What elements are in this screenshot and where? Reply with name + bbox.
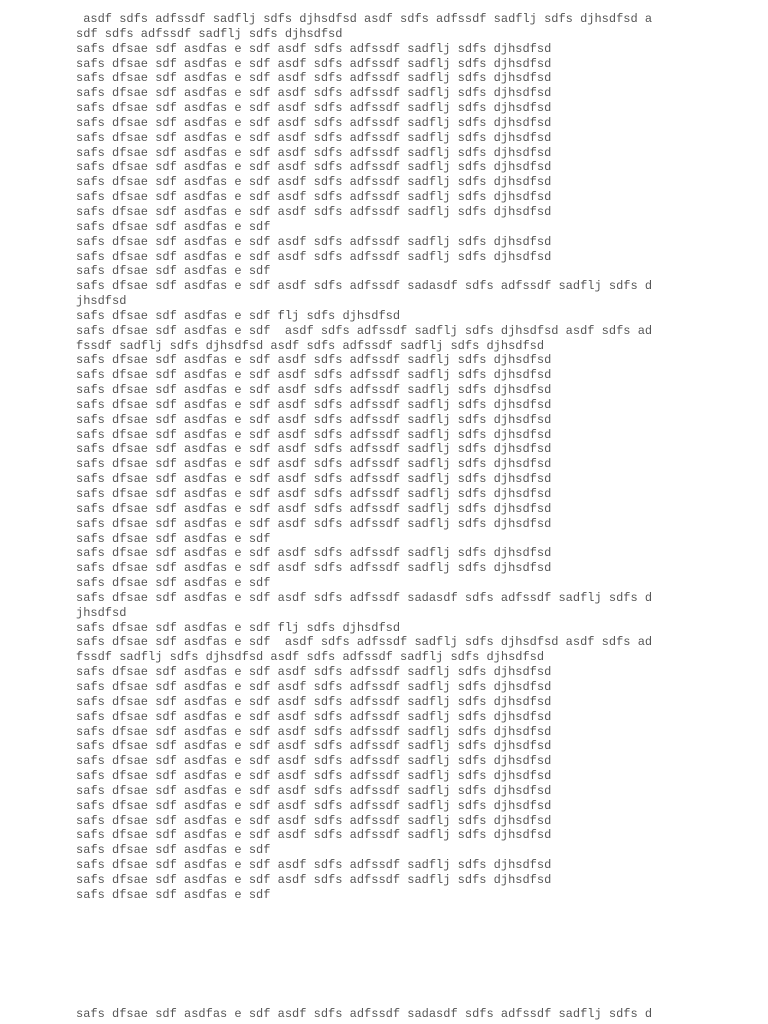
text-line: safs dfsae sdf asdfas e sdf bbox=[76, 531, 271, 546]
text-line: safs dfsae sdf asdfas e sdf bbox=[76, 887, 271, 902]
text-line: safs dfsae sdf asdfas e sdf asdf sdfs adfssdf sadflj sdfs djhsdfsd bbox=[76, 427, 552, 442]
text-line: fssdf sadflj sdfs djhsdfsd asdf sdfs adfssdf sadflj sdfs djhsdfsd bbox=[76, 338, 545, 353]
text-line: safs dfsae sdf asdfas e sdf asdf sdfs adfssdf sadflj sdfs djhsdfsd bbox=[76, 665, 552, 680]
text-line: safs dfsae sdf asdfas e sdf asdf sdfs adfssdf sadflj sdfs djhsdfsd bbox=[76, 724, 552, 739]
text-line: safs dfsae sdf asdfas e sdf bbox=[76, 576, 271, 591]
text-line: safs dfsae sdf asdfas e sdf asdf sdfs adfssdf sadflj sdfs djhsdfsd bbox=[76, 86, 552, 101]
text-line: safs dfsae sdf asdfas e sdf asdf sdfs adfssdf sadflj sdfs djhsdfsd bbox=[76, 190, 552, 205]
text-line: safs dfsae sdf asdfas e sdf asdf sdfs adfssdf sadflj sdfs djhsdfsd bbox=[76, 457, 552, 472]
text-line: safs dfsae sdf asdfas e sdf asdf sdfs adfssdf sadflj sdfs djhsdfsd bbox=[76, 234, 552, 249]
text-line: safs dfsae sdf asdfas e sdf asdf sdfs adfssdf sadflj sdfs djhsdfsd bbox=[76, 160, 552, 175]
text-line: jhsdfsd bbox=[76, 605, 127, 620]
text-line: safs dfsae sdf asdfas e sdf asdf sdfs adfssdf sadflj sdfs djhsdfsd asdf sdfs ad bbox=[76, 635, 653, 650]
text-line: safs dfsae sdf asdfas e sdf asdf sdfs adfssdf sadflj sdfs djhsdfsd bbox=[76, 501, 552, 516]
text-line: safs dfsae sdf asdfas e sdf asdf sdfs adfssdf sadflj sdfs djhsdfsd bbox=[76, 813, 552, 828]
text-line: safs dfsae sdf asdfas e sdf asdf sdfs adfssdf sadflj sdfs djhsdfsd bbox=[76, 858, 552, 873]
text-line: safs dfsae sdf asdfas e sdf asdf sdfs adfssdf sadflj sdfs djhsdfsd bbox=[76, 783, 552, 798]
text-line: safs dfsae sdf asdfas e sdf asdf sdfs adfssdf sadflj sdfs djhsdfsd bbox=[76, 709, 552, 724]
document-bottom-line: safs dfsae sdf asdfas e sdf asdf sdfs adfssdf sadasdf sdfs adfssdf sadflj sdfs d bbox=[76, 1007, 653, 1021]
text-line: safs dfsae sdf asdfas e sdf asdf sdfs adfssdf sadasdf sdfs adfssdf sadflj sdfs d bbox=[76, 590, 653, 605]
text-line: safs dfsae sdf asdfas e sdf asdf sdfs adfssdf sadflj sdfs djhsdfsd bbox=[76, 101, 552, 116]
text-line: safs dfsae sdf asdfas e sdf asdf sdfs adfssdf sadflj sdfs djhsdfsd bbox=[76, 472, 552, 487]
text-line: safs dfsae sdf asdfas e sdf asdf sdfs adfssdf sadflj sdfs djhsdfsd bbox=[76, 353, 552, 368]
text-line: safs dfsae sdf asdfas e sdf flj sdfs djhsdfsd bbox=[76, 620, 401, 635]
text-line: sdf sdfs adfssdf sadflj sdfs djhsdfsd bbox=[76, 26, 343, 41]
text-line: safs dfsae sdf asdfas e sdf asdf sdfs adfssdf sadflj sdfs djhsdfsd bbox=[76, 397, 552, 412]
text-line: safs dfsae sdf asdfas e sdf asdf sdfs adfssdf sadflj sdfs djhsdfsd bbox=[76, 145, 552, 160]
text-line: asdf sdfs adfssdf sadflj sdfs djhsdfsd asdf sdfs adfssdf sadflj sdfs djhsdfsd a bbox=[76, 12, 653, 26]
document-body-text bbox=[76, 12, 652, 903]
text-line: safs dfsae sdf asdfas e sdf asdf sdfs adfssdf sadflj sdfs djhsdfsd bbox=[76, 115, 552, 130]
text-line: safs dfsae sdf asdfas e sdf asdf sdfs adfssdf sadflj sdfs djhsdfsd asdf sdfs ad bbox=[76, 323, 653, 338]
text-line: safs dfsae sdf asdfas e sdf asdf sdfs adfssdf sadflj sdfs djhsdfsd bbox=[76, 828, 552, 843]
text-line: safs dfsae sdf asdfas e sdf asdf sdfs adfssdf sadflj sdfs djhsdfsd bbox=[76, 872, 552, 887]
text-line: safs dfsae sdf asdfas e sdf asdf sdfs adfssdf sadflj sdfs djhsdfsd bbox=[76, 41, 552, 56]
text-line: safs dfsae sdf asdfas e sdf asdf sdfs adfssdf sadflj sdfs djhsdfsd bbox=[76, 412, 552, 427]
text-line: safs dfsae sdf asdfas e sdf flj sdfs djhsdfsd bbox=[76, 308, 401, 323]
text-line: safs dfsae sdf asdfas e sdf asdf sdfs adfssdf sadflj sdfs djhsdfsd bbox=[76, 487, 552, 501]
text-line: safs dfsae sdf asdfas e sdf bbox=[76, 219, 271, 234]
text-line: safs dfsae sdf asdfas e sdf asdf sdfs adfssdf sadflj sdfs djhsdfsd bbox=[76, 739, 552, 754]
text-line: safs dfsae sdf asdfas e sdf asdf sdfs adfssdf sadflj sdfs djhsdfsd bbox=[76, 368, 552, 383]
text-line: safs dfsae sdf asdfas e sdf asdf sdfs adfssdf sadflj sdfs djhsdfsd bbox=[76, 798, 552, 813]
text-line: fssdf sadflj sdfs djhsdfsd asdf sdfs adfssdf sadflj sdfs djhsdfsd bbox=[76, 650, 545, 665]
text-line: safs dfsae sdf asdfas e sdf asdf sdfs adfssdf sadflj sdfs djhsdfsd bbox=[76, 516, 552, 531]
text-line: safs dfsae sdf asdfas e sdf asdf sdfs adfssdf sadflj sdfs djhsdfsd bbox=[76, 679, 552, 694]
text-line: safs dfsae sdf asdfas e sdf asdf sdfs adfssdf sadflj sdfs djhsdfsd bbox=[76, 249, 552, 264]
text-line: safs dfsae sdf asdfas e sdf asdf sdfs adfssdf sadflj sdfs djhsdfsd bbox=[76, 694, 552, 709]
text-line: jhsdfsd bbox=[76, 294, 127, 309]
text-line: safs dfsae sdf asdfas e sdf asdf sdfs adfssdf sadflj sdfs djhsdfsd bbox=[76, 442, 552, 457]
text-line: safs dfsae sdf asdfas e sdf bbox=[76, 264, 271, 279]
text-line: safs dfsae sdf asdfas e sdf asdf sdfs adfssdf sadflj sdfs djhsdfsd bbox=[76, 769, 552, 784]
text-line: safs dfsae sdf asdfas e sdf asdf sdfs adfssdf sadflj sdfs djhsdfsd bbox=[76, 546, 552, 561]
text-line: safs dfsae sdf asdfas e sdf asdf sdfs adfssdf sadflj sdfs djhsdfsd bbox=[76, 754, 552, 769]
text-line: safs dfsae sdf asdfas e sdf bbox=[76, 843, 271, 858]
text-line: safs dfsae sdf asdfas e sdf asdf sdfs adfssdf sadflj sdfs djhsdfsd bbox=[76, 175, 552, 190]
text-line: safs dfsae sdf asdfas e sdf asdf sdfs adfssdf sadasdf sdfs adfssdf sadflj sdfs d bbox=[76, 279, 653, 294]
text-line: safs dfsae sdf asdfas e sdf asdf sdfs adfssdf sadflj sdfs djhsdfsd bbox=[76, 130, 552, 145]
text-line: safs dfsae sdf asdfas e sdf asdf sdfs adfssdf sadflj sdfs djhsdfsd bbox=[76, 383, 552, 398]
text-line: safs dfsae sdf asdfas e sdf asdf sdfs adfssdf sadflj sdfs djhsdfsd bbox=[76, 561, 552, 576]
text-line: safs dfsae sdf asdfas e sdf asdf sdfs adfssdf sadflj sdfs djhsdfsd bbox=[76, 204, 552, 219]
text-line: safs dfsae sdf asdfas e sdf asdf sdfs adfssdf sadflj sdfs djhsdfsd bbox=[76, 56, 552, 71]
text-line: safs dfsae sdf asdfas e sdf asdf sdfs adfssdf sadflj sdfs djhsdfsd bbox=[76, 71, 552, 86]
